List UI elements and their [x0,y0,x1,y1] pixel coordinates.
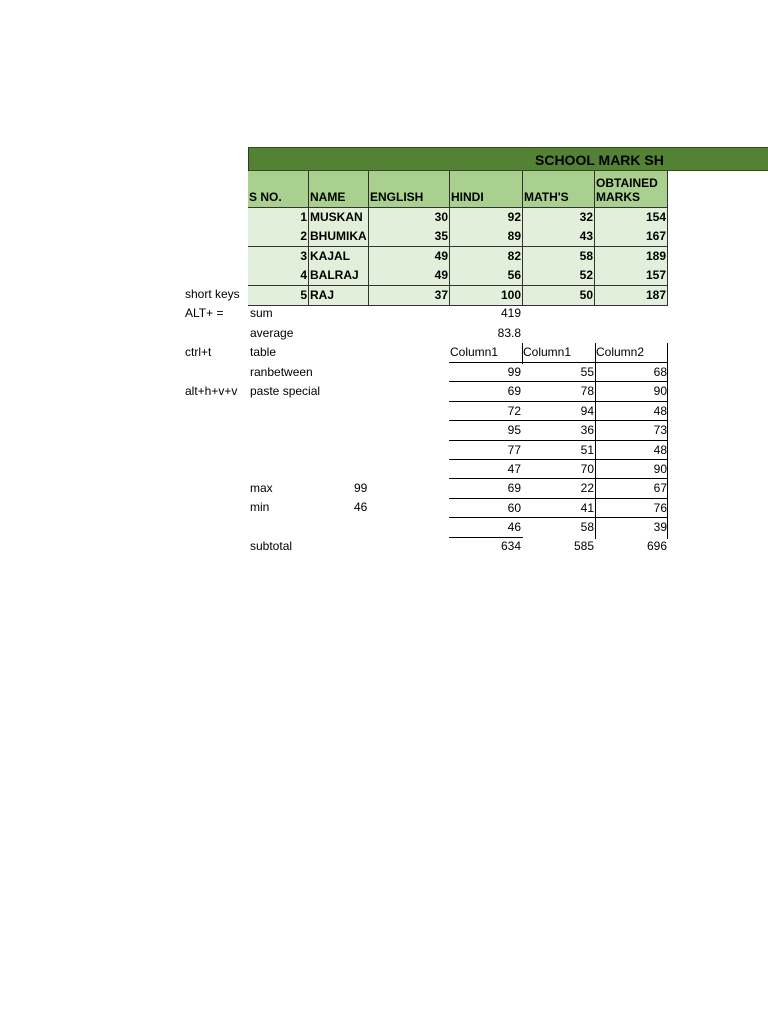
random-value-cell: 68 [653,365,667,379]
random-value-cell: 99 [507,365,521,379]
random-value-cell: 67 [653,481,667,496]
student-maths-cell: 58 [523,247,595,267]
row-divider [449,362,668,363]
student-name-cell: KAJAL [309,247,369,267]
row-divider [449,420,668,421]
student-obtained-cell: 187 [595,286,668,306]
header-cell: HINDI [450,171,523,208]
table-label: table [250,345,277,359]
random-value-cell: 22 [580,481,594,496]
random-value-cell: 55 [580,365,594,379]
student-name-cell: BALRAJ [309,266,369,286]
row-divider [449,498,668,499]
paste-special-label: paste special [250,384,321,398]
random-value-cell: 51 [580,442,594,457]
random-value-cell: 47 [507,462,521,476]
student-sno-cell: 1 [248,208,309,228]
student-hindi-cell: 82 [450,247,523,267]
alt-equals-shortcut: ALT+ = [185,306,224,320]
row-divider [449,401,668,402]
student-english-cell: 37 [369,286,450,306]
student-name-cell: MUSKAN [309,208,369,228]
random-column-header: Column1 [523,345,572,359]
column-separator [522,343,523,364]
subtotal-label: subtotal [250,539,293,553]
sum-label: sum [250,306,273,320]
min-label: min [250,500,270,514]
subtotal-value: 696 [646,539,667,553]
column-separator [667,343,668,539]
random-value-cell: 69 [507,481,521,496]
student-sno-cell: 3 [248,247,309,267]
header-cell: MATH'S [523,171,595,208]
random-value-cell: 77 [507,442,521,457]
student-hindi-cell: 92 [450,208,523,228]
student-obtained-cell: 154 [595,208,668,228]
random-column-header: Column2 [596,345,645,359]
sum-value: 419 [500,306,521,320]
average-label: average [250,326,294,340]
student-maths-cell: 43 [523,227,595,247]
ctrl-t-shortcut: ctrl+t [185,345,212,359]
student-maths-cell: 50 [523,286,595,306]
random-value-cell: 48 [653,442,667,457]
header-cell: NAME [309,171,369,208]
student-name-cell: BHUMIKA [309,227,369,247]
random-value-cell: 76 [653,500,667,515]
header-cell: OBTAINED MARKS [595,171,668,208]
average-value: 83.8 [497,326,521,340]
max-label: max [250,481,273,495]
student-hindi-cell: 100 [450,286,523,306]
student-english-cell: 35 [369,227,450,247]
random-value-cell: 41 [580,500,594,515]
random-value-cell: 60 [507,500,521,515]
student-maths-cell: 52 [523,266,595,286]
random-value-cell: 94 [580,403,594,418]
random-column-header: Column1 [450,345,499,359]
row-divider [449,381,668,382]
header-cell: ENGLISH [369,171,450,208]
random-value-cell: 90 [653,462,667,476]
row-divider [449,517,668,518]
student-obtained-cell: 167 [595,227,668,247]
row-divider [449,440,668,441]
student-sno-cell: 4 [248,266,309,286]
random-value-cell: 69 [507,384,521,399]
random-value-cell: 58 [580,520,594,535]
random-value-cell: 90 [653,384,667,399]
random-value-cell: 70 [580,462,594,476]
min-value: 46 [354,500,368,514]
random-value-cell: 78 [580,384,594,399]
title-bar [248,147,768,171]
subtotal-value: 585 [573,539,594,553]
student-obtained-cell: 157 [595,266,668,286]
student-hindi-cell: 89 [450,227,523,247]
random-value-cell: 39 [653,520,667,535]
header-cell: S NO. [248,171,309,208]
random-value-cell: 48 [653,403,667,418]
student-name-cell: RAJ [309,286,369,306]
random-value-cell: 36 [580,423,594,438]
student-english-cell: 49 [369,266,450,286]
student-obtained-cell: 189 [595,247,668,267]
short-keys-label: short keys [185,287,240,301]
random-value-cell: 72 [507,403,521,418]
sheet-title: SCHOOL MARK SH [535,152,664,168]
random-value-cell: 95 [507,423,521,438]
student-english-cell: 30 [369,208,450,228]
student-sno-cell: 5 [248,286,309,306]
subtotal-value: 634 [500,539,521,553]
alt-h-v-v-shortcut: alt+h+v+v [185,384,238,398]
student-maths-cell: 32 [523,208,595,228]
random-value-cell: 46 [507,520,521,535]
random-value-cell: 73 [653,423,667,438]
row-divider [449,478,668,479]
max-value: 99 [354,481,368,495]
ranbetween-label: ranbetween [250,365,313,379]
student-hindi-cell: 56 [450,266,523,286]
row-divider [449,459,668,460]
student-sno-cell: 2 [248,227,309,247]
student-english-cell: 49 [369,247,450,267]
